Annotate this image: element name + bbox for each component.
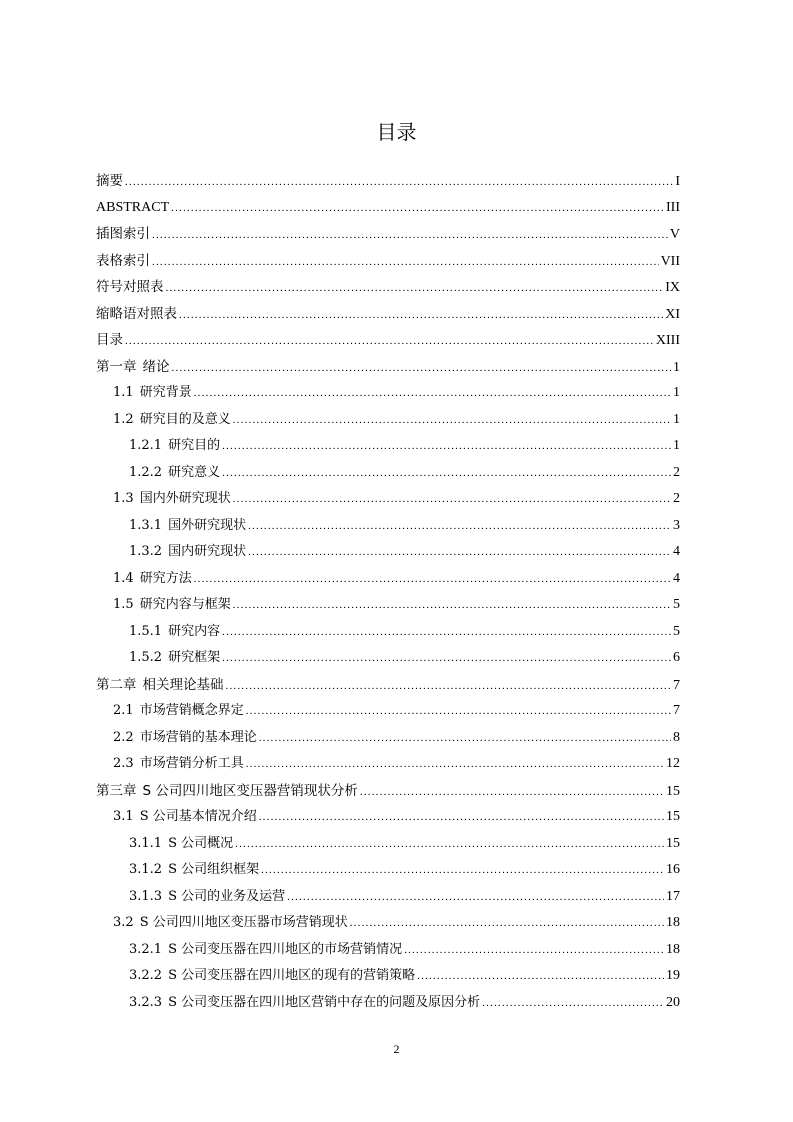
toc-entry[interactable] xyxy=(96,248,680,274)
toc-entry-text: 摘要 xyxy=(96,173,123,189)
toc-entry[interactable] xyxy=(129,937,680,963)
toc-entry-number: 3.2.1 xyxy=(129,941,163,957)
toc-entry-text: 研究方法 xyxy=(139,570,192,586)
toc-entry-label xyxy=(129,645,220,671)
toc-entry-text: S 公司的业务及运营 xyxy=(168,888,286,904)
toc-entry-page: 17 xyxy=(666,888,680,904)
toc-entry-text: 插图索引 xyxy=(96,226,150,242)
dot-leader xyxy=(171,195,664,221)
dot-leader xyxy=(233,592,671,618)
dot-leader xyxy=(233,407,671,433)
toc-entry[interactable] xyxy=(129,990,680,1016)
toc-entry-text: 市场营销的基本理论 xyxy=(139,729,257,745)
dot-leader xyxy=(248,539,671,565)
toc-entry-label xyxy=(113,698,244,724)
toc-entry-page: 1 xyxy=(673,385,680,400)
dot-leader xyxy=(233,486,671,512)
toc-entry-text: S 公司基本情况介绍 xyxy=(139,809,257,824)
toc-entry-page: I xyxy=(675,174,680,189)
toc-entry-text: 研究内容与框架 xyxy=(139,597,231,612)
toc-entry-page: III xyxy=(666,199,680,215)
toc-entry-text: 研究目的及意义 xyxy=(139,411,231,427)
toc-entry-number: 3.1.2 xyxy=(129,862,163,877)
toc-entry-label xyxy=(113,592,231,618)
toc-entry-number: 第一章 xyxy=(96,358,137,375)
toc-entry-text: 国外研究现状 xyxy=(168,517,247,533)
toc-entry-page: 1 xyxy=(673,359,680,375)
toc-entry-text: 研究意义 xyxy=(168,464,221,480)
toc-entry-text: S 公司组织框架 xyxy=(168,862,260,877)
toc-entry-number: 1.2 xyxy=(113,411,134,427)
toc-entry-number: 2.2 xyxy=(113,729,134,745)
dot-leader xyxy=(194,566,671,592)
toc-entry-label xyxy=(113,407,231,433)
toc-entry[interactable] xyxy=(96,221,680,247)
toc-entry-page: 6 xyxy=(673,650,680,665)
toc-entry-page: 5 xyxy=(673,597,680,612)
dot-leader xyxy=(261,857,664,883)
toc-entry-label xyxy=(129,513,246,539)
dot-leader xyxy=(222,460,671,486)
toc-entry-page: XIII xyxy=(655,333,680,348)
toc-entry-page: 2 xyxy=(673,464,680,480)
toc-entry[interactable] xyxy=(129,963,680,989)
dot-leader xyxy=(246,698,671,724)
toc-entry-text: 研究框架 xyxy=(168,650,221,665)
toc-entry-label xyxy=(113,751,244,777)
dot-leader xyxy=(287,884,664,910)
toc-entry[interactable] xyxy=(129,539,680,565)
dot-leader xyxy=(179,302,663,328)
toc-entry[interactable] xyxy=(129,433,680,459)
toc-entry[interactable] xyxy=(113,380,680,406)
dot-leader xyxy=(482,990,664,1016)
toc-entry[interactable] xyxy=(113,698,680,724)
toc-entry-label xyxy=(129,433,220,459)
toc-entry[interactable] xyxy=(96,354,680,380)
dot-leader xyxy=(248,513,671,539)
dot-leader xyxy=(152,249,659,275)
dot-leader xyxy=(125,328,654,354)
toc-entry[interactable] xyxy=(113,751,680,777)
dot-leader xyxy=(222,645,671,671)
toc-entry[interactable] xyxy=(96,327,680,353)
toc-entry-label xyxy=(113,566,192,592)
toc-entry-number: 第二章 xyxy=(96,676,137,693)
dot-leader xyxy=(125,169,673,195)
toc-entry[interactable] xyxy=(96,301,680,327)
toc-entry-label xyxy=(129,831,233,857)
toc-entry-label xyxy=(96,301,177,327)
dot-leader xyxy=(246,751,664,777)
toc-entry-page: 15 xyxy=(666,809,680,824)
toc-entry[interactable] xyxy=(113,725,680,751)
dot-leader xyxy=(259,725,671,751)
toc-entry-page: 16 xyxy=(666,862,680,877)
toc-entry-number: 1.1 xyxy=(113,385,134,400)
toc-entry-number: 1.5.2 xyxy=(129,650,163,665)
toc-entry-text: 相关理论基础 xyxy=(142,676,224,693)
dot-leader xyxy=(404,937,664,963)
toc-entry-page: 1 xyxy=(673,438,680,453)
toc-entry-number: 1.2.2 xyxy=(129,464,163,480)
toc-entry-number: 1.2.1 xyxy=(129,438,163,453)
toc-entry[interactable] xyxy=(113,910,680,936)
toc-entry-text: 缩略语对照表 xyxy=(96,305,177,322)
toc-entry[interactable] xyxy=(113,804,680,830)
toc-entry-page: 15 xyxy=(666,783,680,799)
toc-entry-label xyxy=(96,354,170,380)
toc-entry-number: 3.2.3 xyxy=(129,994,163,1010)
toc-entry-text: 研究背景 xyxy=(139,385,192,400)
dot-leader xyxy=(235,831,664,857)
dot-leader xyxy=(166,275,664,301)
page-title: 目录 xyxy=(376,120,417,144)
toc-entry-label xyxy=(96,248,150,274)
toc-entry-text: 国内研究现状 xyxy=(168,544,247,559)
toc-entry-number: 1.3.2 xyxy=(129,544,163,559)
toc-entry-label xyxy=(129,857,259,883)
toc-entry[interactable] xyxy=(129,513,680,539)
toc-entry-label xyxy=(96,168,123,194)
toc-entry-label xyxy=(129,884,285,910)
toc-entry-text: S 公司概况 xyxy=(168,835,234,851)
toc-entry-text: S 公司变压器在四川地区的市场营销情况 xyxy=(168,941,403,957)
toc-entry-number: 3.1.1 xyxy=(129,835,163,851)
toc-entry-text: 研究内容 xyxy=(168,623,221,639)
dot-leader xyxy=(222,619,671,645)
toc-entry-label xyxy=(113,380,192,406)
toc-entry-label xyxy=(129,937,402,963)
toc-entry[interactable] xyxy=(113,592,680,618)
toc-entry-number: 2.3 xyxy=(113,756,134,771)
toc-entry-page: XI xyxy=(665,306,680,322)
toc-entry-text: 国内外研究现状 xyxy=(139,491,231,506)
toc-entry-number: 3.2.2 xyxy=(129,968,163,983)
toc-entry-page: 1 xyxy=(673,411,680,427)
toc-entry-number: 第三章 xyxy=(96,782,137,799)
toc-entry[interactable] xyxy=(96,778,680,804)
toc-entry-page: 4 xyxy=(673,570,680,586)
dot-leader xyxy=(350,910,664,936)
toc-entry[interactable] xyxy=(129,884,680,910)
toc-entry[interactable] xyxy=(113,566,680,592)
toc-entry-label xyxy=(96,672,224,698)
toc-entry-label xyxy=(96,221,150,247)
toc-entry[interactable] xyxy=(129,619,680,645)
toc-entry-page: 12 xyxy=(666,756,680,771)
dot-leader xyxy=(417,963,664,989)
toc-entry-page: 2 xyxy=(673,491,680,506)
toc-entry-label xyxy=(113,804,257,830)
toc-entry[interactable] xyxy=(113,407,680,433)
toc-entry-label xyxy=(129,990,480,1016)
toc-entry-page: IX xyxy=(665,280,680,295)
toc-entry-page: 7 xyxy=(673,677,680,693)
toc-entry-number: 3.1.3 xyxy=(129,888,163,904)
toc-entry-page: 20 xyxy=(666,994,680,1010)
toc-entry[interactable] xyxy=(96,168,680,194)
toc-entry-page: 5 xyxy=(673,623,680,639)
toc-entry-page: 3 xyxy=(673,517,680,533)
dot-leader xyxy=(172,355,672,381)
dot-leader xyxy=(222,433,671,459)
dot-leader xyxy=(259,804,664,830)
toc-entry-text: 市场营销概念界定 xyxy=(139,703,244,718)
toc-entry-number: 1.5.1 xyxy=(129,623,163,639)
toc-entry-text: 目录 xyxy=(96,332,123,348)
toc-entry-label xyxy=(96,195,169,221)
toc-entry-label xyxy=(113,725,257,751)
toc-entry-page: VII xyxy=(660,253,680,269)
toc-entry-page: 8 xyxy=(673,729,680,745)
toc-entry-page: 4 xyxy=(673,544,680,559)
toc-entry-number: 1.3.1 xyxy=(129,517,163,533)
toc-entry-label xyxy=(129,460,220,486)
toc-entry-label xyxy=(96,778,358,804)
toc-entry[interactable] xyxy=(129,645,680,671)
toc-entry-number: 1.3 xyxy=(113,491,134,506)
toc-entry-text: S 公司变压器在四川地区的现有的营销策略 xyxy=(168,968,416,983)
toc-entry-text: 符号对照表 xyxy=(96,279,164,295)
toc-entry[interactable] xyxy=(96,195,680,221)
toc-entry-page: V xyxy=(669,227,680,242)
toc-entry-label xyxy=(113,486,231,512)
toc-entry-page: 7 xyxy=(673,703,680,718)
toc-entry-page: 15 xyxy=(666,835,680,851)
toc-entry-number: 2.1 xyxy=(113,703,134,718)
toc-entry-label xyxy=(129,539,246,565)
page-number: 2 xyxy=(393,1042,400,1056)
toc-entry-text: S 公司四川地区变压器营销现状分析 xyxy=(142,782,358,799)
toc-entry-page: 18 xyxy=(666,915,680,930)
toc-entry[interactable] xyxy=(129,460,680,486)
toc-entry-text: S 公司变压器在四川地区营销中存在的问题及原因分析 xyxy=(168,994,481,1010)
toc-entry[interactable] xyxy=(96,274,680,300)
toc-entry[interactable] xyxy=(113,486,680,512)
toc-entry[interactable] xyxy=(129,831,680,857)
toc-entry-number: 3.2 xyxy=(113,915,134,930)
dot-leader xyxy=(360,779,664,805)
dot-leader xyxy=(226,673,672,699)
toc-entry-number: 3.1 xyxy=(113,809,134,824)
dot-leader xyxy=(194,380,671,406)
dot-leader xyxy=(152,222,668,248)
toc-entry-text: ABSTRACT xyxy=(96,199,170,215)
toc-entry-label xyxy=(129,619,220,645)
toc-entry-text: S 公司四川地区变压器市场营销现状 xyxy=(139,915,348,930)
toc-entry-text: 市场营销分析工具 xyxy=(139,756,244,771)
toc-entry-number: 1.5 xyxy=(113,597,134,612)
toc-entry-page: 18 xyxy=(666,941,680,957)
toc-entry-page: 19 xyxy=(666,968,680,983)
toc-entry[interactable] xyxy=(96,672,680,698)
toc-entry-label xyxy=(113,910,348,936)
toc-entry-text: 绪论 xyxy=(142,358,170,375)
toc-entry-text: 研究目的 xyxy=(168,438,221,453)
toc-entry[interactable] xyxy=(129,857,680,883)
toc-entry-label xyxy=(129,963,415,989)
toc-entry-text: 表格索引 xyxy=(96,252,150,269)
toc-entry-label xyxy=(96,327,123,353)
toc-entry-number: 1.4 xyxy=(113,570,134,586)
toc-entry-label xyxy=(96,274,164,300)
